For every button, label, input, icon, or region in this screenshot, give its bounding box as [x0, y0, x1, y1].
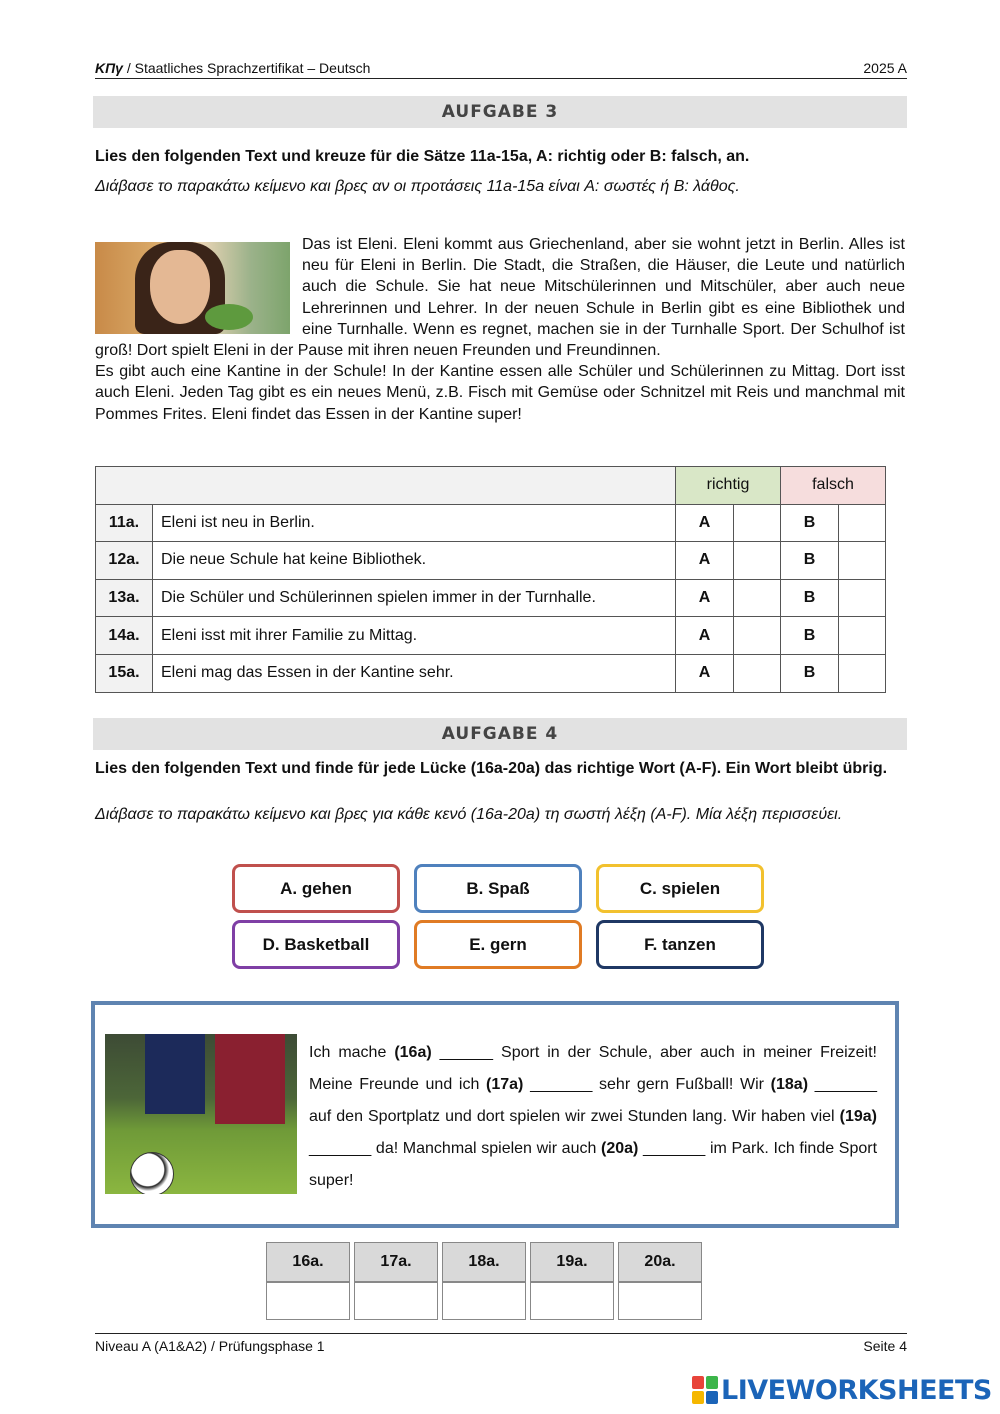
true-false-table	[95, 466, 886, 693]
task3-instruction-de: Lies den folgenden Text und kreuze für die Sätze 11a-15a, A: richtig oder B: falsch, an.	[95, 148, 750, 165]
task3-instruction-gr: Διάβασε το παρακάτω κείμενο και βρες αν οι προτάσεις 11a-15a είναι A: σωστές ή B: λάθος.	[95, 178, 740, 195]
task4-gap-text: Ich mache (16a) ______ Sport in der Schule, aber auch in meiner Freizeit! Meine Freunde und ich (17a) _______ sehr gern Fußball! Wir (18a) _______ auf den Sportplatz und dort spielen wir zwei Stunden lang. Wir haben viel (19a) _______ da! Manchmal spielen wir auch (20a) _______ im Park. Ich finde Sport super!	[309, 1044, 878, 1189]
footer-level: Niveau A (A1&A2) / Prüfungsphase 1	[95, 1338, 325, 1354]
task3-paragraph-1: Das ist Eleni. Eleni kommt aus Griechenland, aber sie wohnt jetzt in Berlin. Alles ist neu für Eleni in Berlin. Die Stadt, die Straßen, die Häuser, die Leute und natürlich auch die Schule. Sie hat neue Mitschülerinnen und Mitschüler, aber auch neue Lehrerinnen und Lehrer. In der neuen Schule in Berlin gibt es eine Bibliothek und eine Turnhalle. Wenn es regnet, machen sie in der Turnhalle Sport. Der Schulhof ist groß! Dort spielt Eleni in der Pause mit ihren neuen Freunden und Freundinnen.	[95, 236, 905, 360]
answer-box-11a-a[interactable]	[734, 504, 781, 542]
answer-box-13a-a[interactable]	[734, 579, 781, 617]
task3-paragraph-2: Es gibt auch eine Kantine in der Schule! In der Kantine essen alle Schüler und Schülerinnen zu Mittag. Dort isst auch Eleni. Jeden Tag gibt es ein neues Menü, z.B. Fisch mit Gemüse oder Schnitzel mit Reis und manchmal mit Pommes Frites. Eleni findet das Essen in der Kantine super!	[95, 363, 905, 423]
answer-box-12a-b[interactable]	[839, 542, 886, 580]
answer-box-14a-a[interactable]	[734, 617, 781, 655]
table-row: 12a. Die neue Schule hat keine Bibliothek. A B	[96, 542, 886, 580]
page-number: Seite 4	[863, 1338, 907, 1354]
task3-title: AUFGABE 3	[93, 96, 907, 128]
word-option-f[interactable]: F. tanzen	[596, 920, 764, 969]
task4-text-frame	[91, 1001, 899, 1228]
table-row: 11a. Eleni ist neu in Berlin. A B	[96, 504, 886, 542]
answer-input-19a[interactable]	[530, 1282, 614, 1320]
answer-box-11a-b[interactable]	[839, 504, 886, 542]
task4-instruction-de: Lies den folgenden Text und finde für jede Lücke (16a-20a) das richtige Wort (A-F). Ein Wort bleibt übrig.	[95, 760, 888, 777]
task4-title: AUFGABE 4	[93, 718, 907, 750]
liveworksheets-logo	[692, 1372, 992, 1408]
col-falsch: falsch	[781, 467, 886, 505]
gap-20a: (20a)	[601, 1140, 639, 1157]
word-option-c[interactable]: C. spielen	[596, 864, 764, 913]
answer-input-17a[interactable]	[354, 1282, 438, 1320]
table-row: 15a. Eleni mag das Essen in der Kantine sehr. A B	[96, 654, 886, 692]
page-header: ΚΠγ / Staatliches Sprachzertifikat – Deutsch 2025 A	[95, 60, 907, 79]
word-option-d[interactable]: D. Basketball	[232, 920, 400, 969]
soccer-players-photo	[105, 1034, 297, 1194]
liveworksheets-icon	[692, 1376, 718, 1404]
brand-mark: ΚΠγ	[95, 60, 123, 76]
header-title: Staatliches Sprachzertifikat – Deutsch	[134, 60, 371, 76]
answer-input-18a[interactable]	[442, 1282, 526, 1320]
answer-box-15a-b[interactable]	[839, 654, 886, 692]
table-row: 14a. Eleni isst mit ihrer Familie zu Mittag. A B	[96, 617, 886, 655]
task4-instruction-gr: Διάβασε το παρακάτω κείμενο και βρες για κάθε κενό (16a-20a) τη σωστή λέξη (A-F). Μία λέξη περισσεύει.	[95, 806, 843, 823]
col-richtig: richtig	[676, 467, 781, 505]
answer-grid: 16a. 17a. 18a. 19a. 20a.	[262, 1242, 706, 1320]
answer-box-12a-a[interactable]	[734, 542, 781, 580]
page-footer	[95, 1333, 907, 1354]
answer-box-14a-b[interactable]	[839, 617, 886, 655]
gap-19a: (19a)	[839, 1108, 877, 1125]
answer-input-16a[interactable]	[266, 1282, 350, 1320]
girl-eating-salad-photo	[95, 242, 290, 334]
gap-16a: (16a)	[394, 1044, 432, 1061]
word-option-b[interactable]: B. Spaß	[414, 864, 582, 913]
word-option-a[interactable]: A. gehen	[232, 864, 400, 913]
answer-input-20a[interactable]	[618, 1282, 702, 1320]
gap-18a: (18a)	[770, 1076, 809, 1093]
liveworksheets-wordmark: LIVEWORKSHEETS	[721, 1374, 992, 1406]
answer-box-13a-b[interactable]	[839, 579, 886, 617]
table-row: 13a. Die Schüler und Schülerinnen spielen immer in der Turnhalle. A B	[96, 579, 886, 617]
header-year: 2025 A	[863, 60, 907, 76]
answer-box-15a-a[interactable]	[734, 654, 781, 692]
word-option-e[interactable]: E. gern	[414, 920, 582, 969]
task3-reading-text	[95, 234, 905, 425]
gap-17a: (17a)	[486, 1076, 524, 1093]
